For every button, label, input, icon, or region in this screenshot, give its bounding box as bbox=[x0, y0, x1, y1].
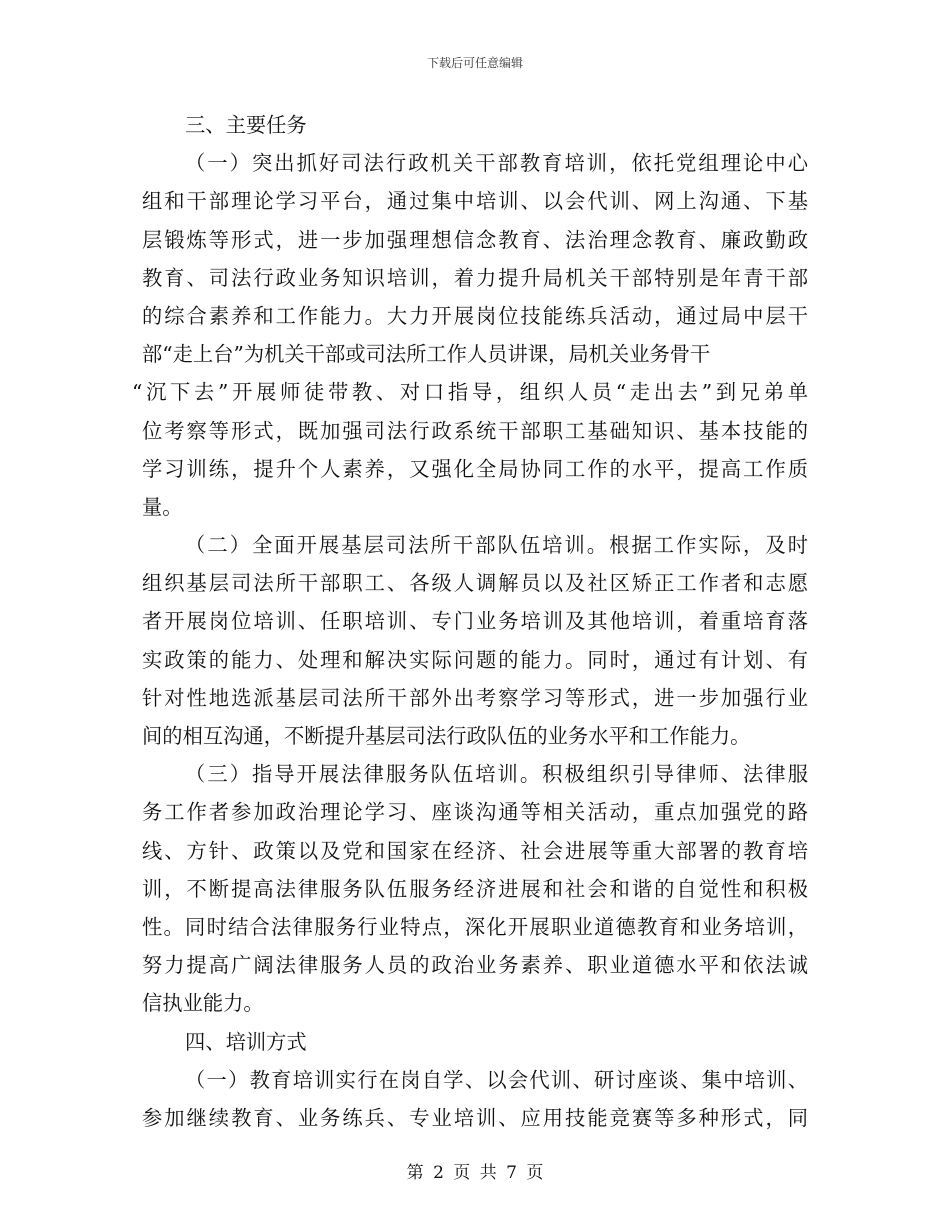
paragraph-line: 针对性地选派基层司法所干部外出考察学习等形式，进一步加强行业 bbox=[142, 685, 808, 710]
section-heading-training-methods: 四、培训方式 bbox=[185, 1029, 307, 1054]
paragraph-line: 教育、司法行政业务知识培训，着力提升局机关干部特别是年青干部 bbox=[142, 265, 808, 290]
paragraph-line: 学习训练，提升个人素养，又强化全局协同工作的水平，提高工作质 bbox=[142, 456, 808, 481]
paragraph-line: 位考察等形式，既加强司法行政系统干部职工基础知识、基本技能的 bbox=[142, 418, 808, 443]
paragraph-line: （一）教育培训实行在岗自学、以会代训、研讨座谈、集中培训、 bbox=[185, 1067, 808, 1092]
paragraph-line: （三）指导开展法律服务队伍培训。积极组织引导律师、法律服 bbox=[185, 762, 808, 787]
paragraph-line: 线、方针、政策以及党和国家在经济、社会进展等重大部署的教育培 bbox=[142, 838, 808, 863]
paragraph-line: 部“走上台”为机关干部或司法所工作人员讲课，局机关业务骨干 bbox=[142, 342, 711, 367]
paragraph-line: 间的相互沟通，不断提升基层司法行政队伍的业务水平和工作能力。 bbox=[142, 724, 751, 748]
paragraph-line: 信执业能力。 bbox=[142, 991, 264, 1016]
paragraph-line: 组和干部理论学习平台，通过集中培训、以会代训、网上沟通、下基 bbox=[142, 189, 808, 214]
paragraph-line: 努力提高广阔法律服务人员的政治业务素养、职业道德水平和依法诚 bbox=[142, 953, 808, 978]
paragraph-line: 者开展岗位培训、任职培训、专门业务培训及其他培训，着重培育落 bbox=[142, 609, 808, 634]
section-heading-main-tasks: 三、主要任务 bbox=[185, 113, 307, 137]
paragraph-line: （一）突出抓好司法行政机关干部教育培训，依托党组理论中心 bbox=[185, 151, 808, 176]
page-footer-page-number: 第 2 页 共 7 页 bbox=[406, 1163, 544, 1183]
paragraph-line: 务工作者参加政治理论学习、座谈沟通等相关活动，重点加强党的路 bbox=[142, 800, 808, 825]
paragraph-line: （二）全面开展基层司法所干部队伍培训。根据工作实际，及时 bbox=[185, 533, 808, 558]
paragraph-line: 组织基层司法所干部职工、各级人调解员以及社区矫正工作者和志愿 bbox=[142, 571, 808, 596]
paragraph-line: 训，不断提高法律服务队伍服务经济进展和社会和谐的自觉性和积极 bbox=[142, 876, 808, 901]
paragraph-line: 的综合素养和工作能力。大力开展岗位技能练兵活动，通过局中层干 bbox=[142, 303, 808, 328]
document-body bbox=[132, 106, 808, 1137]
paragraph-line: 实政策的能力、处理和解决实际问题的能力。同时，通过有计划、有 bbox=[142, 647, 808, 672]
paragraph-line: 性。同时结合法律服务行业特点，深化开展职业道德教育和业务培训， bbox=[142, 914, 808, 939]
paragraph-line: “沉下去”开展师徒带教、对口指导，组织人员“走出去”到兄弟单 bbox=[132, 380, 808, 405]
paragraph-line: 层锻炼等形式，进一步加强理想信念教育、法治理念教育、廉政勤政 bbox=[142, 227, 808, 252]
paragraph-line: 量。 bbox=[142, 494, 183, 519]
page-header: 下载后可任意编辑 bbox=[426, 56, 523, 70]
paragraph-line: 参加继续教育、业务练兵、专业培训、应用技能竞赛等多种形式，同 bbox=[142, 1105, 808, 1130]
